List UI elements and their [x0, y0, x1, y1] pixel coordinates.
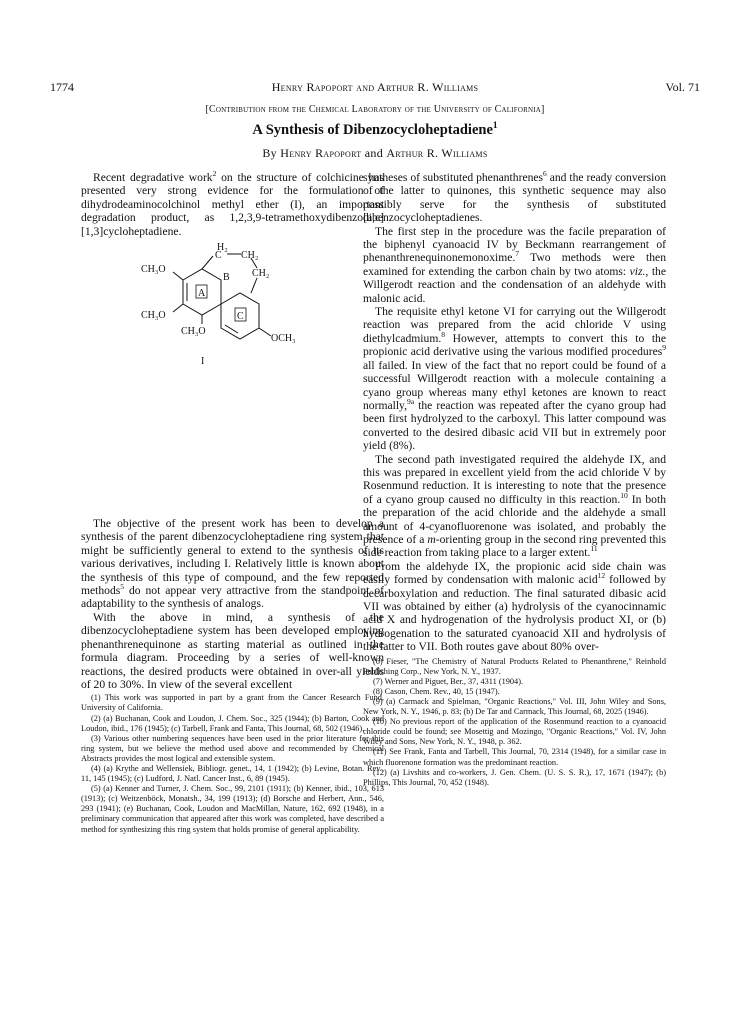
left-paragraph-3: With the above in mind, a synthesis of the dibenzocycloheptadiene system has been developed employing phenanthrenequinone as starting material as outlined in the formula diagram. Proceeding by a series of well-known reactions, the desired products were obtained in over-all yields of 20 to 30%. In view of the several excellent [81, 610, 384, 691]
right-paragraph-3: The requisite ethyl ketone VI for carrying out the Willgerodt reaction was prepared from the acid chloride V using diethylcadmium.$^8$ However, attempts to convert this to the propionic acid derivative using the various modified procedures$^9$ all failed. In view of the fact that no report could be found of a successful Willgerodt reaction with a molecule containing a cyano group whereas many ethyl ketones are known to react normally,$^{9a}$ the reaction was repeated after the cyano group had been first hydrolyzed to the carboxyl. This latter compound was converted to the desired dibasic acid VII but in extremely poor yield (8%). [363, 305, 666, 453]
right-paragraph-5: From the aldehyde IX, the propionic acid side chain was easily formed by condensation with malonic acid$^{12}$ followed by decarboxylation and reduction. The final saturated dibasic acid VII was obtained by either (a) hydrolysis of the cyanocinnamic acid X and hydrogenation of the hydrolysis product XI, or (b) hydrogenation to the saturated cyanoacid XII and hydrolysis of the latter to VII. Both routes gave about 80% over- [363, 559, 667, 654]
title-footnote-marker: 1 [492, 121, 498, 132]
right-paragraph-4: The second path investigated required the aldehyde IX, and this was prepared in excellent yield from the acid chloride V by Rosenmund reduction. It is interesting to note that the presence of a cyano group caused no difficulty in this reaction.$^{10}$ In both the preparation of the acid chloride and the aldehyde a small amount of 4-cyanofluorenone was isolated, and probably the presence of a m-orienting group in the second ring prevented this side reaction from taking place to a larger extent.$^{11}$ [363, 452, 666, 560]
footnote-1: (1) This work was supported in part by a grant from the Cancer Research Fund, University of California. [81, 693, 384, 713]
footnote-4: (4) (a) Krythe and Wellensiek, Bibliogr. genet., 14, 1 (1942); (b) Levine, Botan. Rev., 11, 145 (1945); (c) Ludford, J. Natl. Cancer Inst., 6, 89 (1945). [81, 763, 384, 784]
bond-ome-2 [173, 304, 183, 312]
bond-ome-1 [173, 272, 183, 280]
compound-label: I [201, 356, 205, 368]
bond-ome-4 [259, 328, 271, 336]
label-ch2-top: CH₂ [241, 250, 259, 262]
left-paragraph-1: Recent degradative work$^2$ on the structure of colchicine has presented very strong evidence for the formulation of dihydrodeaminocolchinol methyl ether (I), an important degradation product, as 1,2,3,9-tetramethoxydibenzo[a,c][1,3]cycloheptadiene. [81, 169, 384, 238]
contribution-line: [Contribution from the Chemical Laboratory of the University of California] [205, 104, 545, 115]
footnote-10: (10) No previous report of the application of the Rosenmund reaction to a cyanoacid chloride could be found; see Mosettig and Mozingo, "Organic Reactions," Vol. IV, John Wiley and Sons, New York, N. Y., 1948, p. 362. [363, 717, 666, 747]
footnote-6: (6) Fieser, "The Chemistry of Natural Products Related to Phenanthrene," Reinhold Publishing Corp., New York, N. Y., 1937. [363, 656, 666, 676]
structure-diagram [81, 240, 384, 375]
footnotes-left [81, 693, 384, 834]
bond-b1 [202, 256, 213, 269]
label-ch3o-1: CH₃O [141, 264, 166, 276]
footnote-3: (3) Various other numbering sequences have been used in the prior literature for this ring system, but we believe the method used above and recommended by Chemical Abstracts provides the most logical and extensible system. [81, 733, 384, 763]
bond-b4 [251, 278, 257, 293]
author-1: Henry Rapoport [280, 146, 362, 160]
article-title [50, 122, 700, 139]
label-ring-a: A [198, 288, 206, 300]
label-c: C [215, 250, 222, 262]
label-ring-c: C [237, 311, 244, 323]
footnote-7: (7) Werner and Piguet, Ber., 37, 4311 (1904). [373, 676, 524, 686]
footnote-9: (9) (a) Carmack and Spielman, "Organic Reactions," Vol. III, John Wiley and Sons, New York, N. Y., 1946, p. 83; (b) De Tar and Carmack, This Journal, 68, 2025 (1946). [363, 697, 666, 717]
label-ring-b: B [223, 272, 230, 284]
label-h2: H₂ [217, 242, 228, 254]
page-number: 1774 [50, 80, 74, 94]
footnote-5: (5) (a) Kenner and Turner, J. Chem. Soc., 99, 2101 (1911); (b) Kenner, ibid., 103, 613 (1913); (c) Weitzenböck, Monatsh., 34, 199 (1913); (d) Borsche and Herbert, Ann., 546, 293 (1941); (e) Buchanan, Cook, Loudon and MacMillan, Nature, 162, 692 (1948), in a preliminary communication that appeared after this work was completed, have described a method for synthesizing this ring system that holds promise of general applicability. [81, 784, 384, 834]
label-ch2-mid: CH₂ [252, 268, 270, 280]
byline-prefix: By [262, 146, 277, 160]
footnote-12: (12) (a) Livshits and co-workers, J. Gen. Chem. (U. S. S. R.), 17, 1671 (1947); (b) Phillips, This Journal, 70, 452 (1948). [363, 767, 666, 787]
right-paragraph-1: syntheses of substituted phenanthrenes$^6$ and the ready conversion of the latter to quinones, this synthetic sequence may also possibly serve for the synthesis of substituted dibenzocycloheptadienes. [363, 169, 666, 225]
label-ch3o-2: CH₃O [141, 310, 166, 322]
label-ch3o-3: CH₃O [181, 326, 206, 338]
footnote-2: (2) (a) Buchanan, Cook and Loudon, J. Chem. Soc., 325 (1944); (b) Barton, Cook and Loudon, ibid., 176 (1945); (c) Tarbell, Frank and Fanta, This Journal, 68, 502 (1946). [81, 713, 384, 733]
footnotes-right [363, 657, 666, 788]
right-paragraph-2: The first step in the procedure was the facile preparation of the biphenyl cyanoacid IV by Beckmann rearrangement of phenanthrenequinonemonoxime.$^7$ Two methods were then examined for extending the carbon chain by two atoms: viz., the Willgerodt reaction and the condensation of an aldehyde with malonic acid. [363, 224, 666, 305]
footnote-8: (8) Cason, Chem. Rev., 40, 15 (1947). [373, 686, 500, 696]
label-och3: OCH₃ [271, 333, 296, 345]
left-paragraph-2: The objective of the present work has been to develop a synthesis of the parent dibenzocycloheptadiene ring system that might be sufficiently general to extend to the synthesis of its various derivatives, including I. Relatively little is known about the synthesis of this type of compound, and the few reported methods$^5$ do not appear very attractive from the standpoint of adaptability to the synthesis of analogs. [81, 517, 384, 611]
byline-and: and [364, 146, 384, 160]
structure-figure [81, 240, 384, 515]
page-header [50, 80, 700, 96]
author-2: Arthur R. Williams [386, 146, 488, 160]
footnote-11: (11) See Frank, Fanta and Tarbell, This Journal, 70, 2314 (1948), for a similar case in which fluorenone formation was the predominant reaction. [363, 747, 666, 767]
left-column [81, 171, 384, 835]
right-column [363, 171, 666, 788]
volume-label: Vol. 71 [665, 80, 700, 94]
byline [50, 146, 700, 161]
running-title: Henry Rapoport and Arthur R. Williams [271, 80, 479, 94]
article-title-text: A Synthesis of Dibenzocycloheptadiene [252, 122, 493, 138]
